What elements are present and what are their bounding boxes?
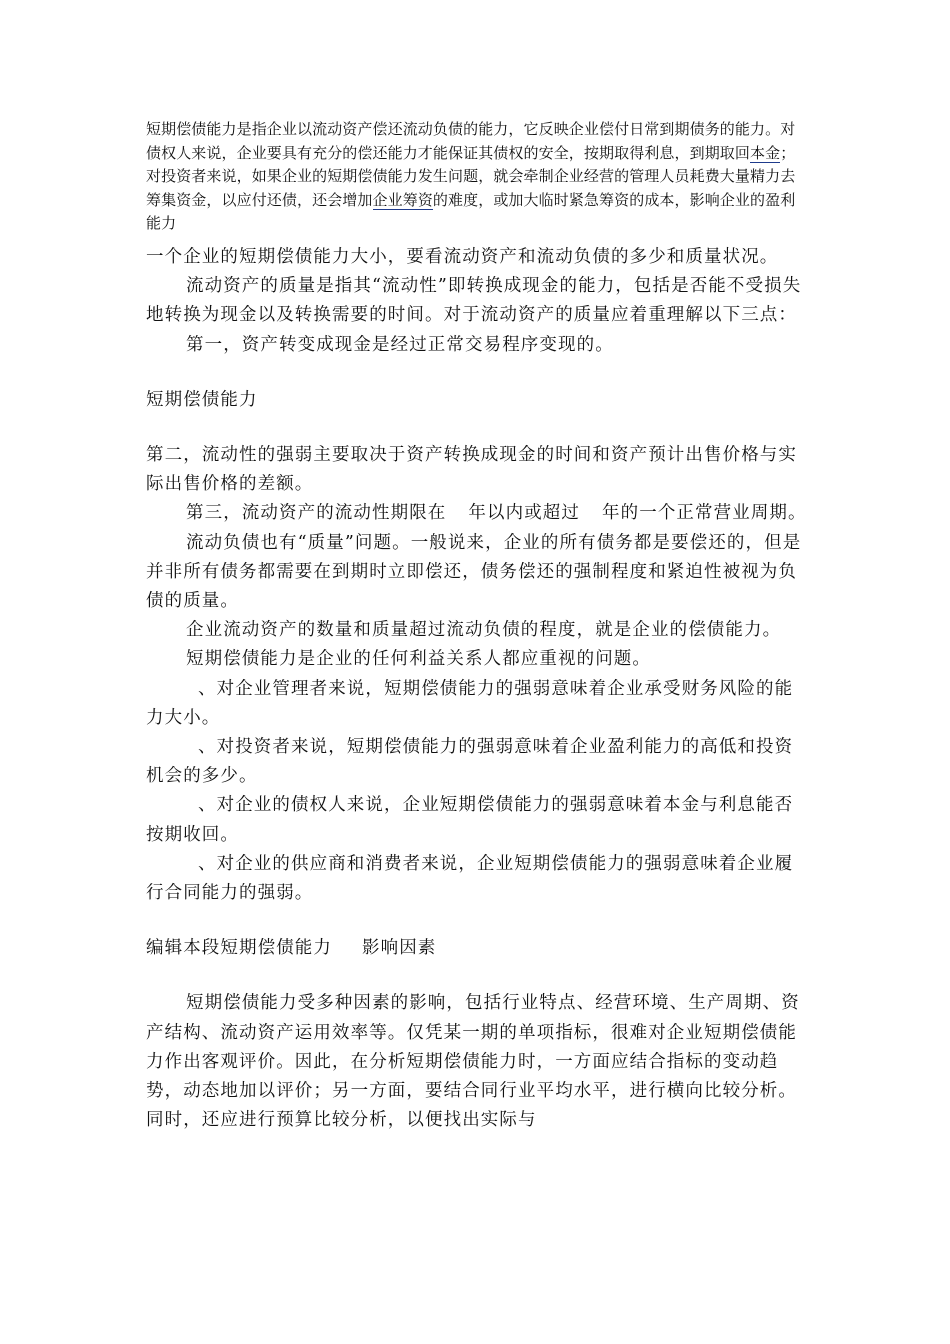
paragraph-influence-factors: 短期偿债能力受多种因素的影响，包括行业特点、经营环境、生产周期、资产结构、流动资产运用效率等。仅凭某一期的单项指标，很难对企业短期偿债能力作出客观评价。因此，在分析短期偿债能力时，一方面应结合指标的变动趋势，动态地加以评价；另一方面，要结合同行业平均水平，进行横向比较分析。同时，还应进行预算比较分析，以便找出实际与 bbox=[146, 993, 800, 1131]
list-item-investors: 、对投资者来说，短期偿债能力的强弱意味着企业盈利能力的高低和投资机会的多少。 bbox=[146, 737, 794, 787]
link-enterprise-financing[interactable]: 企业筹资 bbox=[372, 190, 433, 209]
intro-text-1: 短期偿债能力是指企业以流动资产偿还流动负债的能力，它反映企业偿付日常到期债务的能力。对债权人来说，企业要具有充分的偿还能力才能保证其债权的安全，按期取得利息，到期取回 bbox=[146, 120, 796, 162]
paragraph-asset-quality: 流动资产的质量是指其“流动性”即转换成现金的能力，包括是否能不受损失地转换为现金以及转换需要的时间。对于流动资产的质量应着重理解以下三点： bbox=[146, 276, 802, 326]
paragraph-solvency-definition: 企业流动资产的数量和质量超过流动负债的程度，就是企业的偿债能力。 bbox=[186, 620, 782, 641]
document-body bbox=[146, 243, 810, 1135]
heading-edit-section: 编辑本段短期偿债能力 bbox=[146, 938, 332, 959]
paragraph-first: 第一，资产转变成现金是经过正常交易程序变现的。 bbox=[186, 334, 614, 355]
section-heading-short-term-solvency: 短期偿债能力 bbox=[146, 389, 258, 410]
paragraph-third-b: 年以内或超过 bbox=[468, 503, 581, 524]
list-item-suppliers: 、对企业的供应商和消费者来说，企业短期偿债能力的强弱意味着企业履行合同能力的强弱。 bbox=[146, 853, 794, 904]
link-principal[interactable]: 本金 bbox=[750, 143, 781, 162]
paragraph-second: 第二，流动性的强弱主要取决于资产转换成现金的时间和资产预计出售价格与实际出售价格的差额。 bbox=[146, 445, 797, 495]
heading-influence: 影响因素 bbox=[362, 938, 437, 959]
paragraph-third-c: 年的一个正常营业周期。 bbox=[602, 503, 807, 524]
intro-text-3: 的难度，或加大临时紧急筹资的成本，影响企业的盈利能力 bbox=[146, 190, 796, 232]
list-item-managers: 、对企业管理者来说，短期偿债能力的强弱意味着企业承受财务风险的能力大小。 bbox=[146, 678, 794, 728]
paragraph-third bbox=[146, 499, 810, 528]
paragraph-liability-quality: 流动负债也有“质量”问题。一般说来，企业的所有债务都是要偿还的，但是并非所有债务都需要在到期时立即偿还，债务偿还的强制程度和紧迫性被视为负债的质量。 bbox=[146, 532, 802, 612]
section-heading-influence-factors bbox=[146, 934, 810, 963]
intro-text-2: ；对投资者来说，如果企业的短期偿债能力发生问题，就会牵制企业经营的管理人员耗费大量精力去筹集资金，以应付还债，还会增加 bbox=[146, 143, 796, 209]
intro-paragraph bbox=[146, 118, 810, 236]
list-item-creditors: 、对企业的债权人来说，企业短期偿债能力的强弱意味着本金与利息能否按期收回。 bbox=[146, 795, 794, 845]
paragraph-third-a: 第三，流动资产的流动性期限在 bbox=[186, 503, 447, 524]
paragraph-stakeholders: 短期偿债能力是企业的任何利益关系人都应重视的问题。 bbox=[186, 649, 651, 670]
paragraph-size: 一个企业的短期偿债能力大小，要看流动资产和流动负债的多少和质量状况。 bbox=[146, 247, 779, 267]
